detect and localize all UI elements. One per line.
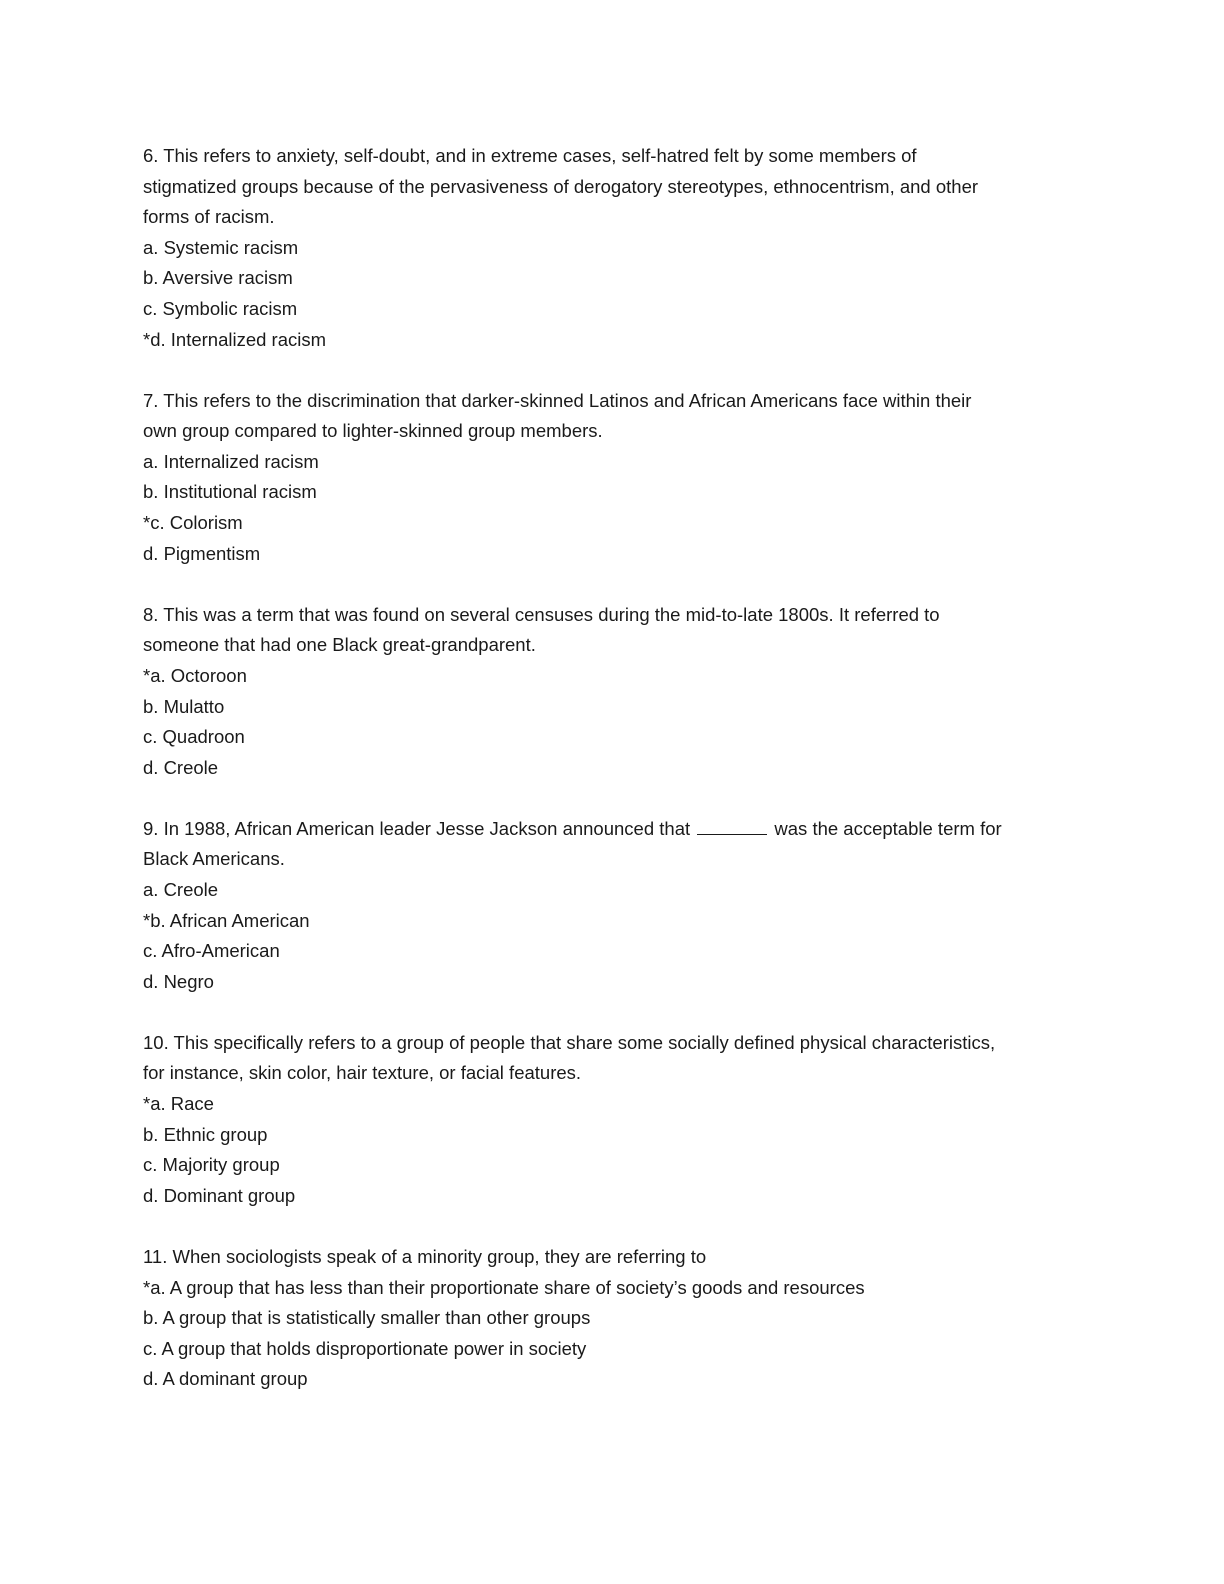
answer-option: c. Symbolic racism [143,297,298,319]
question-stem-line: 6. This refers to anxiety, self-doubt, and in extreme cases, self-hatred felt by some members of [143,145,917,166]
answer-option: b. Aversive racism [143,267,293,289]
answer-option-correct: *a. A group that has less than their proportionate share of society’s goods and resources [143,1276,865,1298]
question-stem-line [143,814,1083,845]
answer-option: c. Majority group [143,1154,280,1176]
fill-in-blank [697,816,767,835]
question-stem-line: Black Americans. [143,848,285,870]
answer-option: a. Systemic racism [143,236,299,258]
answer-option: d. Pigmentism [143,542,261,564]
question-stem-line: forms of racism. [143,206,275,228]
answer-option: c. Afro-American [143,940,280,962]
answer-option: b. Institutional racism [143,481,317,503]
answer-option-correct: *b. African American [143,909,310,931]
question-stem-line: for instance, skin color, hair texture, or facial features. [143,1062,582,1084]
answer-option: b. Ethnic group [143,1123,268,1145]
answer-option-correct: *a. Octoroon [143,664,247,686]
question-stem-line: 7. This refers to the discrimination that darker-skinned Latinos and African Americans face within their [143,389,972,411]
question-stem-line: own group compared to lighter-skinned group members. [143,420,603,442]
answer-option-correct: *c. Colorism [143,512,243,534]
question-10 [143,1028,1083,1212]
question-stem-line: 8. This was a term that was found on several censuses during the mid-to-late 1800s. It referred to [143,603,940,625]
answer-option: b. Mulatto [143,695,225,717]
answer-option: d. A dominant group [143,1368,308,1390]
answer-option: a. Internalized racism [143,450,319,472]
answer-option: d. Dominant group [143,1184,296,1206]
question-6 [143,141,1083,355]
question-stem-text: 9. In 1988, African American leader Jesse Jackson announced that [143,817,691,839]
answer-option-correct: *a. Race [143,1093,214,1115]
question-8 [143,600,1083,784]
answer-option: b. A group that is statistically smaller than other groups [143,1307,591,1329]
answer-option: a. Creole [143,878,219,900]
question-stem-text: was the acceptable term for [774,817,1002,839]
question-stem-line: someone that had one Black great-grandparent. [143,634,536,656]
document-page [143,141,1083,1425]
question-9 [143,814,1083,998]
question-11 [143,1242,1083,1395]
question-stem-line: 10. This specifically refers to a group of people that share some socially defined physical characteristics, [143,1031,996,1053]
question-stem-line: 11. When sociologists speak of a minority group, they are referring to [143,1245,707,1267]
answer-option: c. A group that holds disproportionate power in society [143,1337,587,1359]
question-7 [143,386,1083,570]
answer-option: d. Creole [143,756,219,778]
answer-option: c. Quadroon [143,726,245,748]
answer-option-correct: *d. Internalized racism [143,328,327,350]
answer-option: d. Negro [143,970,214,992]
question-stem-line: stigmatized groups because of the pervasiveness of derogatory stereotypes, ethnocentrism, and other [143,175,979,197]
